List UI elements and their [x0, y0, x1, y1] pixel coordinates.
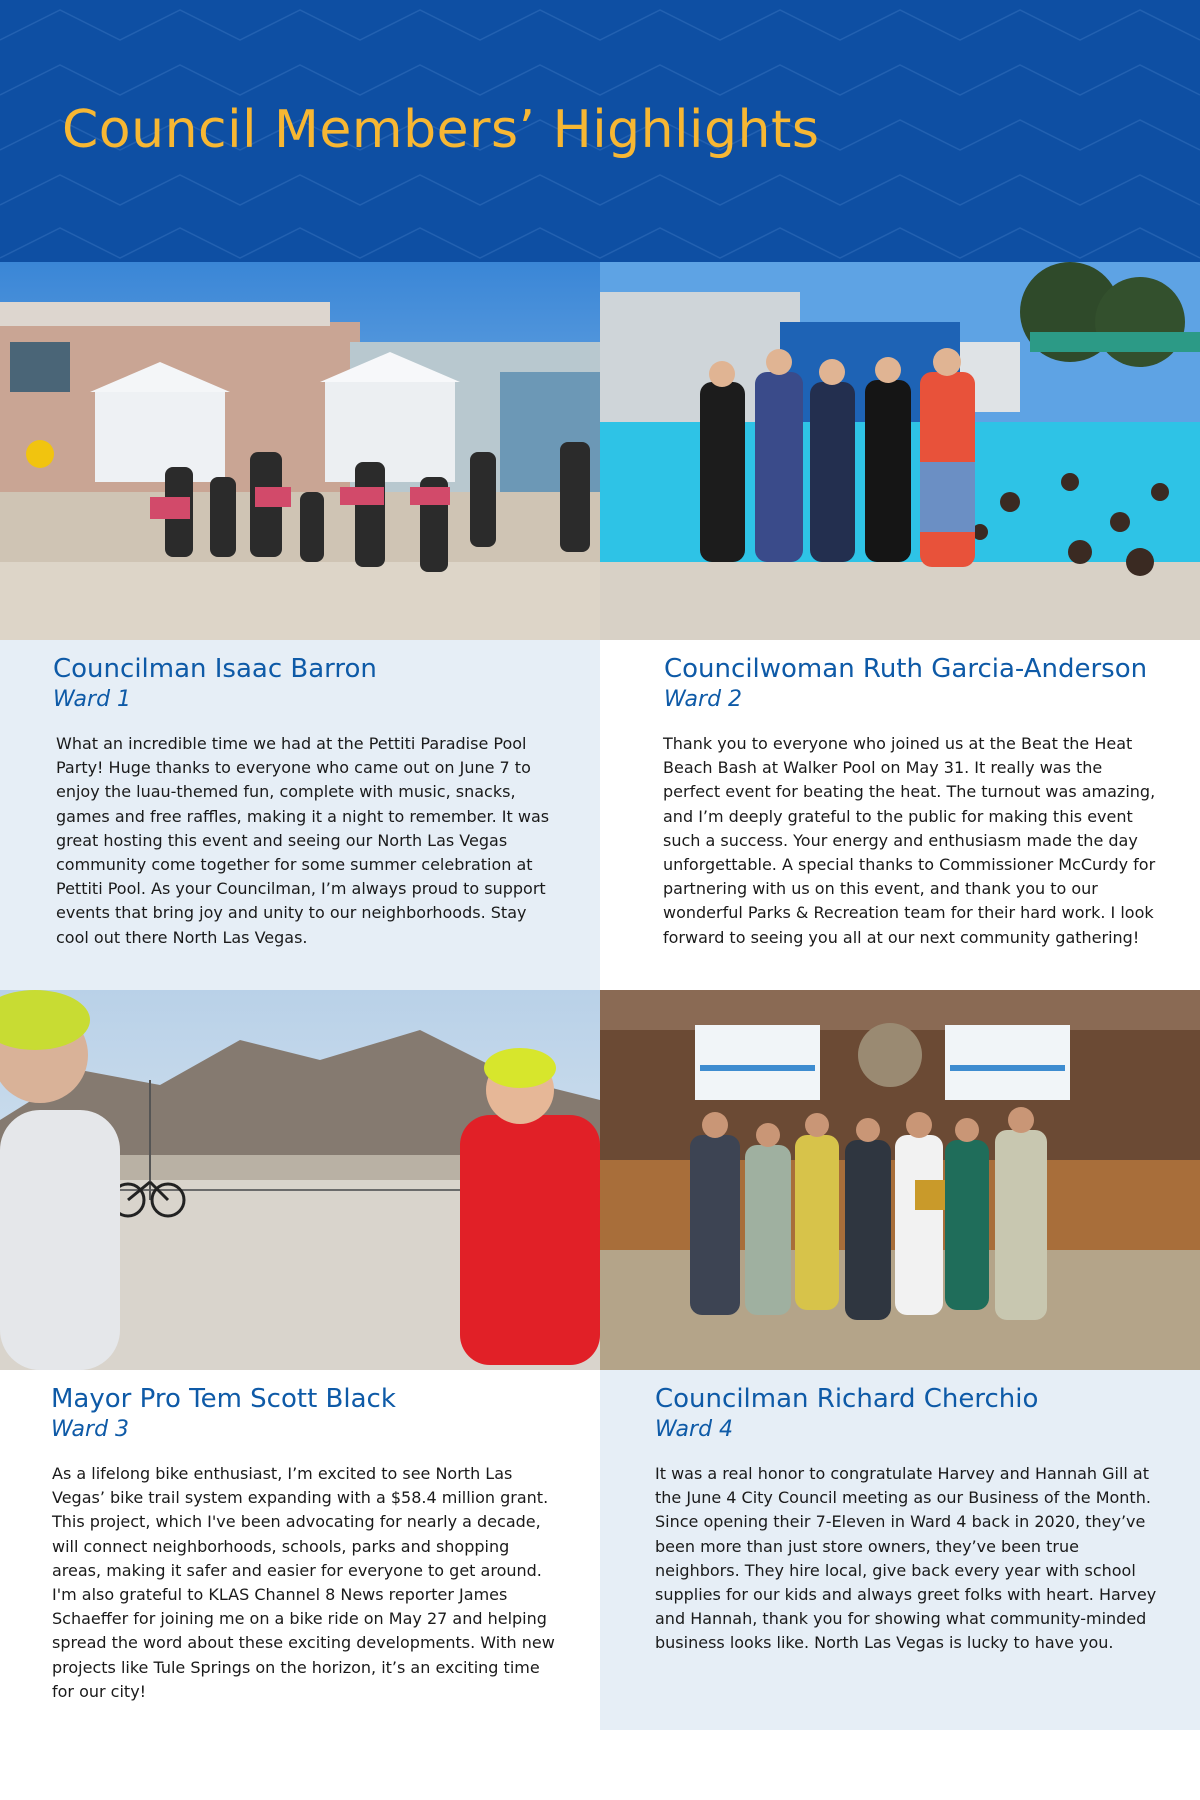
ward4-label: Ward 4 [655, 1417, 734, 1442]
ward1-member-name: Councilman Isaac Barron [53, 654, 377, 684]
ward3-member-name: Mayor Pro Tem Scott Black [51, 1384, 396, 1414]
ward2-photo [600, 262, 1200, 640]
ward1-photo [0, 262, 600, 640]
ward3-body-text: As a lifelong bike enthusiast, I’m excited to see North Las Vegas’ bike trail system expanding with a $58.4 million grant. This project, which I've been advocating for nearly a decade, will connect neighborhoods, schools, parks and shopping areas, making it safer and easier for everyone to get around. I'm also grateful to KLAS Channel 8 News reporter James Schaeffer for joining me on a bike ride on May 27 and helping spread the word about these exciting developments. With new projects like Tule Springs on the horizon, it’s an exciting time for our city! [52, 1464, 555, 1701]
ward4-member-name: Councilman Richard Cherchio [655, 1384, 1039, 1414]
page-header [0, 0, 1200, 262]
ward2-panel [600, 640, 1200, 990]
ward1-body-text: What an incredible time we had at the Pettiti Paradise Pool Party! Huge thanks to everyone who came out on June 7 to enjoy the luau-themed fun, complete with music, snacks, games and free raffles, making it a night to remember. It was great hosting this event and seeing our North Las Vegas community come together for some summer celebration at Pettiti Pool. As your Councilman, I’m always proud to support events that bring joy and unity to our neighborhoods. Stay cool out there North Las Vegas. [56, 734, 550, 947]
ward4-body-text: It was a real honor to congratulate Harvey and Hannah Gill at the June 4 City Council meeting as our Business of the Month. Since opening their 7-Eleven in Ward 4 back in 2020, they’ve been more than just store owners, they’ve been true neighbors. They hire local, give back every year with school supplies for our kids and always greet folks with heart. Harvey and Hannah, thank you for showing what community-minded business looks like. North Las Vegas is lucky to have you. [655, 1464, 1157, 1653]
ward1-panel [0, 640, 600, 990]
ward3-panel [0, 1370, 600, 1730]
page-title: Council Members’ Highlights [62, 100, 820, 160]
ward1-label: Ward 1 [53, 687, 132, 712]
ward4-panel [600, 1370, 1200, 1730]
ward4-photo [600, 990, 1200, 1370]
ward2-body-text: Thank you to everyone who joined us at the Beat the Heat Beach Bash at Walker Pool on May 31. It really was the perfect event for beating the heat. The turnout was amazing, and I’m deeply grateful to the public for making this event such a success. Your energy and enthusiasm made the day unforgettable. A special thanks to Commissioner McCurdy for partnering with us on this event, and thank you to our wonderful Parks & Recreation team for their hard work. I look forward to seeing you all at our next community gathering! [663, 734, 1156, 947]
ward3-photo [0, 990, 600, 1370]
ward2-member-name: Councilwoman Ruth Garcia-Anderson [664, 654, 1148, 684]
ward3-label: Ward 3 [51, 1417, 130, 1442]
ward2-label: Ward 2 [664, 687, 743, 712]
